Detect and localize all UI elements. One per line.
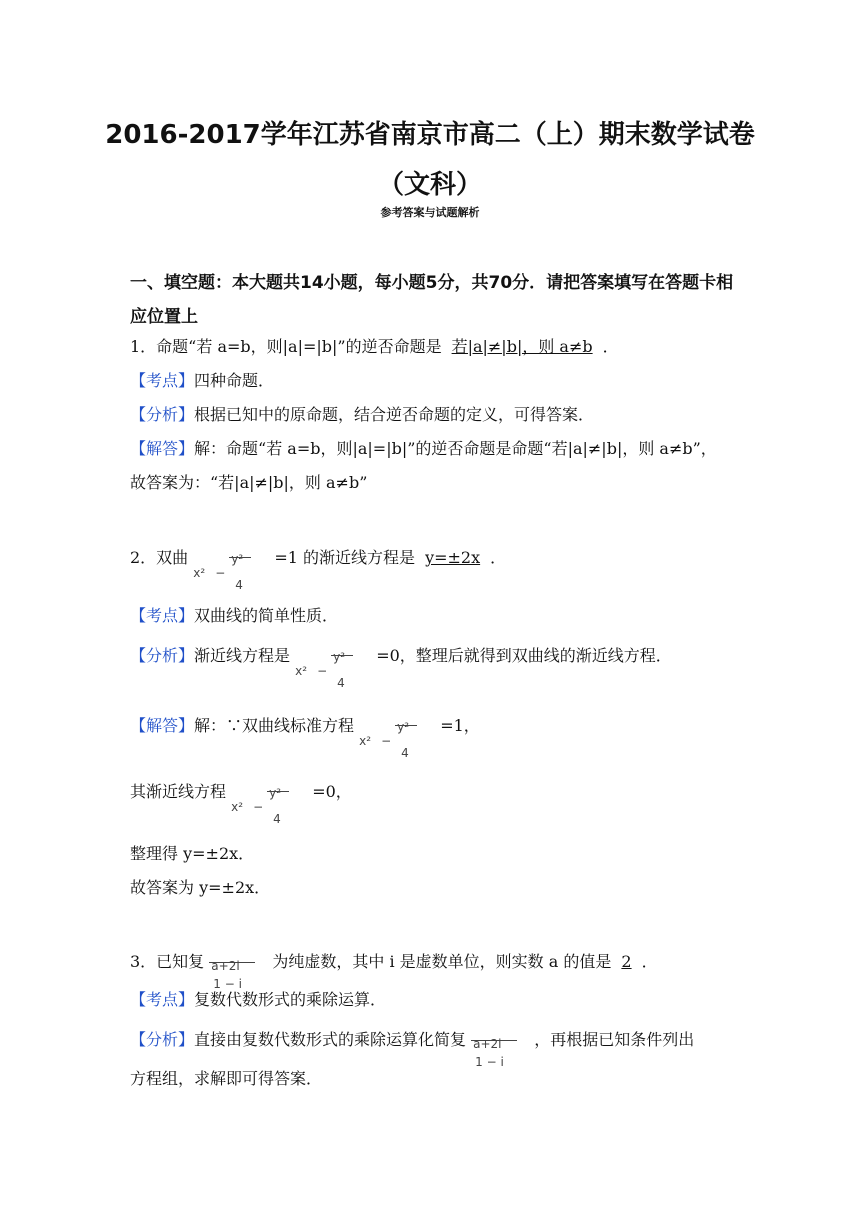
hyperbola-fraction (231, 769, 301, 826)
fenxi-tag: 【分析】 (130, 646, 195, 665)
q3-answer: 2 (621, 952, 632, 971)
frac-numerator: y² (333, 649, 346, 664)
page-title: 2016-2017学年江苏省南京市高二（上）期末数学试卷（文科） (105, 120, 755, 200)
jieda-tag: 【解答】 (130, 716, 195, 735)
q1-jieda (130, 438, 717, 460)
q1-kaodian-text: 四种命题． (194, 371, 275, 390)
frac-minus: − (317, 663, 328, 678)
q2-stem-mid: =1 的渐近线方程是 (274, 548, 416, 567)
hyperbola-fraction (359, 703, 429, 760)
frac-numerator: y² (397, 719, 410, 734)
q2-kaodian (130, 605, 338, 627)
q2-jieda-end: =1， (440, 716, 480, 735)
q1-conclusion: 故答案为：“若|a|≠|b|，则 a≠b” (130, 473, 368, 492)
page-subtitle: 参考答案与试题解析 (380, 206, 480, 219)
fraction-bar (209, 962, 255, 963)
complex-fraction (209, 946, 261, 991)
frac-denominator: 1 − i (213, 976, 242, 991)
q1-fenxi (130, 404, 594, 426)
frac-minus: − (253, 799, 264, 814)
q1-answer: 若|a|≠|b|，则 a≠b (451, 337, 593, 356)
q2-fenxi (130, 632, 672, 690)
frac-minus: − (215, 565, 226, 580)
q2-jieda-text: 解：∵双曲线标准方程 (194, 716, 355, 735)
frac-numerator: a+2i (473, 1036, 502, 1051)
hyperbola-fraction (193, 535, 263, 592)
q2-simplify: 整理得 y=±2x． (130, 844, 255, 863)
fraction-bar (229, 557, 251, 558)
q1-stem (130, 336, 619, 358)
q1-jieda-text: 解：命题“若 a=b，则|a|=|b|”的逆否命题是命题“若|a|≠|b|，则 a≠b”， (194, 439, 717, 458)
q2-fenxi-text: 渐近线方程是 (194, 646, 291, 665)
frac-x2: x² (295, 663, 308, 678)
frac-denominator: 4 (273, 811, 281, 826)
hyperbola-fraction (295, 633, 365, 690)
q2-stem-end: ． (490, 548, 507, 567)
kaodian-tag: 【考点】 (130, 990, 195, 1009)
q3-fenxi-end: ，再根据已知条件列出 (534, 1030, 695, 1049)
q2-stem (130, 534, 507, 592)
q3-stem (130, 942, 658, 991)
q3-fenxi-cont: 方程组，求解即可得答案． (130, 1069, 323, 1088)
q2-asym-end: =0， (312, 782, 352, 801)
frac-denominator: 4 (235, 577, 243, 592)
frac-denominator: 4 (401, 745, 409, 760)
frac-denominator: 4 (337, 675, 345, 690)
section-heading: 一、填空题：本大题共14小题，每小题5分，共70分．请把答案填写在答题卡相应位置上 (130, 273, 734, 327)
q1-stem-text: 1．命题“若 a=b，则|a|=|b|”的逆否命题是 (130, 337, 442, 356)
fraction-bar (331, 655, 353, 656)
frac-minus: − (381, 733, 392, 748)
q2-fenxi-end: =0，整理后就得到双曲线的渐近线方程． (376, 646, 672, 665)
q2-kaodian-text: 双曲线的简单性质． (194, 606, 339, 625)
frac-x2: x² (231, 799, 244, 814)
kaodian-tag: 【考点】 (130, 371, 195, 390)
fraction-bar (267, 791, 289, 792)
kaodian-tag: 【考点】 (130, 606, 195, 625)
q2-stem-text: 2．双曲 (130, 548, 189, 567)
q2-conclusion: 故答案为 y=±2x． (130, 878, 271, 897)
q3-kaodian (130, 989, 386, 1011)
q2-jieda (130, 702, 480, 760)
q2-asym-text: 其渐近线方程 (130, 782, 227, 801)
q3-stem-end: ． (641, 952, 658, 971)
frac-x2: x² (359, 733, 372, 748)
q1-stem-end: ． (602, 337, 619, 356)
fenxi-tag: 【分析】 (130, 1030, 195, 1049)
complex-fraction (471, 1024, 523, 1069)
q3-kaodian-text: 复数代数形式的乘除运算． (194, 990, 387, 1009)
frac-numerator: y² (231, 551, 244, 566)
q3-fenxi-text: 直接由复数代数形式的乘除运算化简复 (194, 1030, 467, 1049)
frac-numerator: y² (269, 785, 282, 800)
frac-denominator: 1 − i (475, 1054, 504, 1069)
fenxi-tag: 【分析】 (130, 405, 195, 424)
frac-x2: x² (193, 565, 206, 580)
fraction-bar (471, 1040, 517, 1041)
q2-answer: y=±2x (425, 548, 481, 567)
q3-stem-mid: 为纯虚数，其中 i 是虚数单位，则实数 a 的值是 (272, 952, 612, 971)
q1-kaodian (130, 370, 274, 392)
q2-asymptote (130, 768, 352, 826)
jieda-tag: 【解答】 (130, 439, 195, 458)
frac-numerator: a+2i (211, 958, 240, 973)
q1-fenxi-text: 根据已知中的原命题，结合逆否命题的定义，可得答案． (194, 405, 595, 424)
fraction-bar (395, 725, 417, 726)
q3-fenxi (130, 1020, 695, 1069)
q3-stem-text: 3．已知复 (130, 952, 205, 971)
